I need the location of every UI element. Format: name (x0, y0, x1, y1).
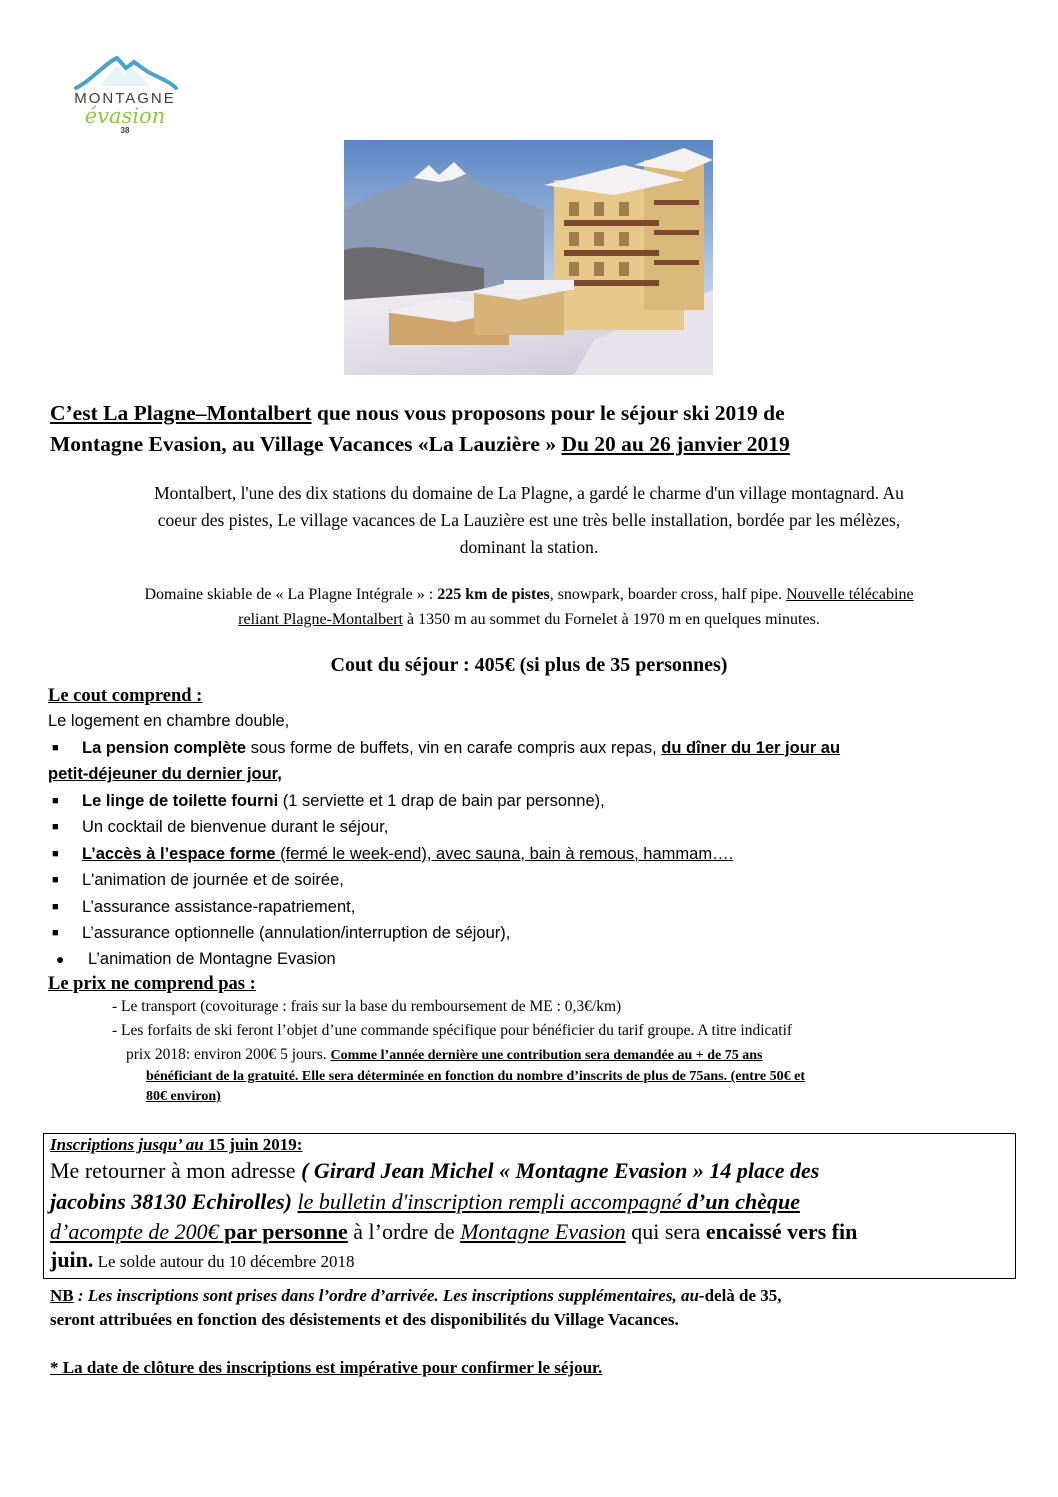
list-item: ■ Le linge de toilette fourni (1 serviette et 1 drap de bain par personne), (48, 788, 1028, 815)
bullet-icon: ■ (52, 741, 59, 754)
inscriptions-line: d’acompte de 200€ par personne à l’ordre de Montagne Evasion qui sera encaissé vers fin (50, 1219, 858, 1244)
nb-label: NB (50, 1286, 74, 1305)
title-text-1: que nous vous proposons pour le séjour ski 2019 de (311, 401, 785, 425)
domain-text: à 1350 m au sommet du Fornelet à 1970 m en quelques minutes. (403, 611, 820, 628)
intro-line: dominant la station. (459, 537, 599, 557)
inscriptions-line: Me retourner à mon adresse ( Girard Jean Michel « Montagne Evasion » 14 place des (50, 1158, 820, 1183)
intro-paragraph (40, 480, 1018, 561)
ski-domain-paragraph (40, 582, 1018, 632)
logo-text-number: 38 (120, 126, 130, 135)
excluded-section (48, 974, 1028, 994)
domain-link-text: reliant Plagne-Montalbert (238, 611, 403, 628)
list-item: ● L’animation de Montagne Evasion (48, 947, 1028, 971)
closing-note: * La date de clôture des inscriptions est impérative pour confirmer le séjour. (50, 1358, 603, 1377)
list-item-continuation: petit-déjeuner du dernier jour, (48, 765, 282, 783)
excluded-line: 80€ environ) (146, 1089, 221, 1104)
bullet-icon: ■ (52, 900, 59, 913)
bullet-icon: ■ (52, 821, 59, 833)
inscriptions-line: juin. Le solde autour du 10 décembre 2018 (50, 1246, 355, 1272)
inscriptions-heading: Inscriptions jusqu’ au 15 juin 2019: (50, 1135, 303, 1154)
title-text-2: Montagne Evasion, au Village Vacances «La Lauzière » (50, 432, 562, 456)
list-item: ■ La pension complète sous forme de buffets, vin en carafe compris aux repas, du dîner du 1er jour au (48, 735, 1028, 762)
excluded-line: bénéficiant de la gratuité. Elle sera déterminée en fonction du nombre d’inscrits de plus de 75ans. (entre 50€ et (146, 1069, 805, 1084)
list-item: ■ L'animation de journée et de soirée, (48, 867, 1028, 894)
domain-text: , snowpark, boarder cross, half pipe. (549, 586, 787, 603)
intro-line: coeur des pistes, Le village vacances de La Lauzière est une très belle installation, bordée par les mélèzes, (157, 510, 901, 530)
list-item: Le logement en chambre double, (48, 712, 290, 730)
logo-text-evasion: évasion (84, 104, 166, 128)
list-item: ■ L’assurance optionnelle (annulation/interruption de séjour), (48, 920, 1028, 947)
list-item: ■ Un cocktail de bienvenue durant le séjour, (48, 814, 1028, 841)
nb-paragraph: NB : Les inscriptions sont prises dans l’ordre d’arrivée. Les inscriptions supplémentaires, au-delà de 35, seront attribuées en fonction des désistements et des disponibilités du Village Vacances. (50, 1284, 1020, 1332)
excluded-heading: Le prix ne comprend pas : (48, 974, 256, 994)
list-item: ■ L’assurance assistance-rapatriement, (48, 894, 1028, 921)
bullet-dot-icon: ● (56, 950, 65, 967)
montagne-evasion-logo (62, 52, 188, 142)
excluded-line: - Le transport (covoiturage : frais sur la base du remboursement de ME : 0,3€/km) (112, 998, 622, 1015)
inscriptions-content (50, 1134, 1010, 1274)
domain-telecabine: Nouvelle télécabine (786, 586, 914, 603)
bullet-icon: ■ (52, 847, 59, 860)
inscriptions-line: jacobins 38130 Echirolles) le bulletin d'inscription rempli accompagné d’un chèque (50, 1188, 801, 1214)
stay-price: Cout du séjour : 405€ (si plus de 35 personnes) (330, 654, 728, 676)
title-destination: C’est La Plagne–Montalbert (50, 401, 312, 425)
mountain-logo-icon (62, 52, 188, 92)
chalet-photo (344, 140, 713, 375)
page-title (50, 398, 1010, 460)
excluded-line: prix 2018: environ 200€ 5 jours. Comme l’année dernière une contribution sera demandée au + de 75 ans (126, 1046, 763, 1063)
title-dates: Du 20 au 26 janvier 2019 (561, 432, 790, 456)
list-item: ■ L’accès à l’espace forme (fermé le week-end), avec sauna, bain à remous, hammam…. (48, 841, 1028, 868)
bullet-icon: ■ (52, 927, 59, 939)
nb-line: seront attribuées en fonction des désistements et des disponibilités du Village Vacances. (50, 1310, 679, 1329)
bullet-icon: ■ (52, 874, 59, 886)
domain-km: 225 km de pistes (437, 586, 550, 603)
included-section (48, 684, 1028, 971)
intro-line: Montalbert, l'une des dix stations du domaine de La Plagne, a gardé le charme d'un village montagnard. Au (154, 483, 904, 503)
bullet-icon: ■ (52, 794, 59, 807)
logo-text-montagne: MONTAGNE (74, 90, 176, 107)
included-heading: Le cout comprend : (48, 686, 203, 706)
domain-text: Domaine skiable de « La Plagne Intégrale » : (144, 586, 438, 603)
excluded-line: - Les forfaits de ski feront l’objet d’une commande spécifique pour bénéficier du tarif groupe. A titre indicatif (112, 1022, 793, 1039)
